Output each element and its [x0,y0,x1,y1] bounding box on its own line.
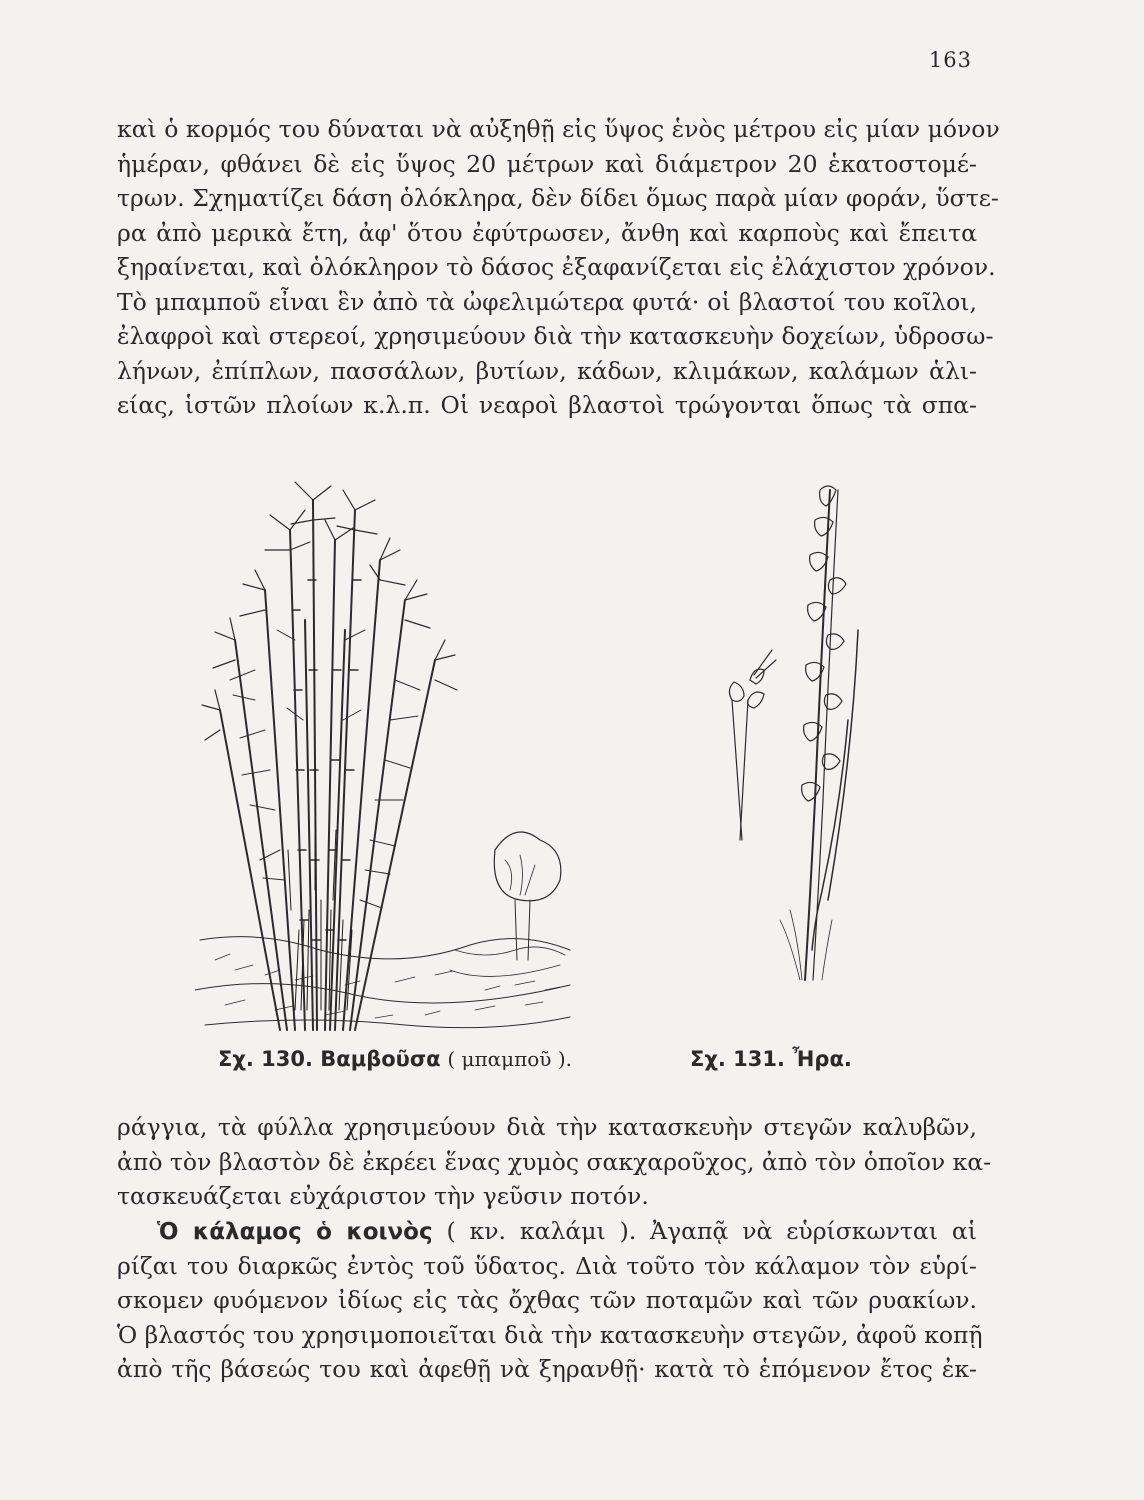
paragraph-top [117,112,1000,423]
text-line-first [117,1214,977,1249]
text-line: ράγγια, τὰ φύλλα χρησιμεύουν διὰ τὴν κατασκευὴν στεγῶν καλυβῶν, [117,1113,977,1141]
text-line: ἡμέραν, φθάνει δὲ εἰς ὕψος 20 μέτρων καὶ διάμετρον 20 ἑκατοστομέ- [117,149,977,178]
text-line: ξηραίνεται, καὶ ὁλόκληρον τὸ δάσος ἐξαφανίζεται εἰς ἐλάχιστον χρόνον. [117,253,996,281]
figure-130-caption [218,1047,572,1071]
text-line: Ὁ βλαστός του χρησιμοποιεῖται διὰ τὴν κατασκευὴν στεγῶν, ἀφοῦ κοπῇ [117,1320,983,1349]
text-line: ἀπὸ τῆς βάσεώς του καὶ ἀφεθῇ νὰ ξηρανθῇ· κατὰ τὸ ἑπόμενον ἔτος ἐκ- [117,1355,977,1383]
text-line: ρα ἀπὸ μερικὰ ἔτη, ἀφ' ὅτου ἐφύτρωσεν, ἄνθη καὶ καρποὺς καὶ ἔπειτα [117,218,977,247]
text-line: τασκευάζεται εὐχάριστον τὴν γεῦσιν ποτόν. [117,1182,649,1210]
text-line: λήνων, ἐπίπλων, πασσάλων, βυτίων, κάδων, κλιμάκων, καλάμων ἁλι- [117,356,977,385]
term-common-reed: Ὁ κάλαμος ὁ κοινὸς [157,1219,433,1245]
figure-bamboo [195,470,575,1040]
page-number: 163 [928,48,972,72]
darnel-grass-illustration [720,480,880,990]
text-line: είας, ἱστῶν πλοίων κ.λ.π. Οἱ νεαροὶ βλαστοὶ τρώγονται ὅπως τὰ σπα- [117,391,977,419]
paragraph-middle [117,1110,992,1214]
text-line: ρίζαι του διαρκῶς ἐντὸς τοῦ ὕδατος. Διὰ τοῦτο τὸν κάλαμον τὸν εὑρί- [117,1251,977,1280]
first-line-rest: ( κν. καλάμι ). Ἀγαπᾷ νὰ εὑρίσκωνται αἱ [446,1217,977,1245]
text-line: ἐλαφροὶ καὶ στερεοί, χρησιμεύουν διὰ τὴν κατασκευὴν δοχείων, ὑδροσω- [117,322,994,350]
figure-130-parenthetical: ( μπαμποῦ ). [447,1047,572,1071]
figure-131-caption [690,1047,852,1071]
bamboo-grove-illustration [195,470,575,1040]
text-line: Τὸ μπαμποῦ εἶναι ἓν ἀπὸ τὰ ὠφελιμώτερα φυτά· οἱ βλαστοί του κοῖλοι, [117,287,977,316]
figure-131-label: Σχ. 131. Ἦρα. [690,1047,852,1071]
text-line: ἀπὸ τὸν βλαστὸν δὲ ἐκρέει ἕνας χυμὸς σακχαροῦχος, ἀπὸ τὸν ὁποῖον κα- [117,1147,992,1176]
text-line: τρων. Σχηματίζει δάση ὁλόκληρα, δὲν δίδει ὅμως παρὰ μίαν φοράν, ὕστε- [117,184,999,212]
figure-darnel [720,480,880,990]
text-line: καὶ ὁ κορμός του δύναται νὰ αὐξηθῇ εἰς ὕψος ἑνὸς μέτρου εἰς μίαν μόνον [117,115,1000,143]
figure-130-label: Σχ. 130. Βαμβοῦσα [218,1047,441,1071]
paragraph-bottom [117,1214,983,1387]
text-line: σκομεν φυόμενον ἰδίως εἰς τὰς ὄχθας τῶν ποταμῶν καὶ τῶν ρυακίων. [117,1286,977,1314]
